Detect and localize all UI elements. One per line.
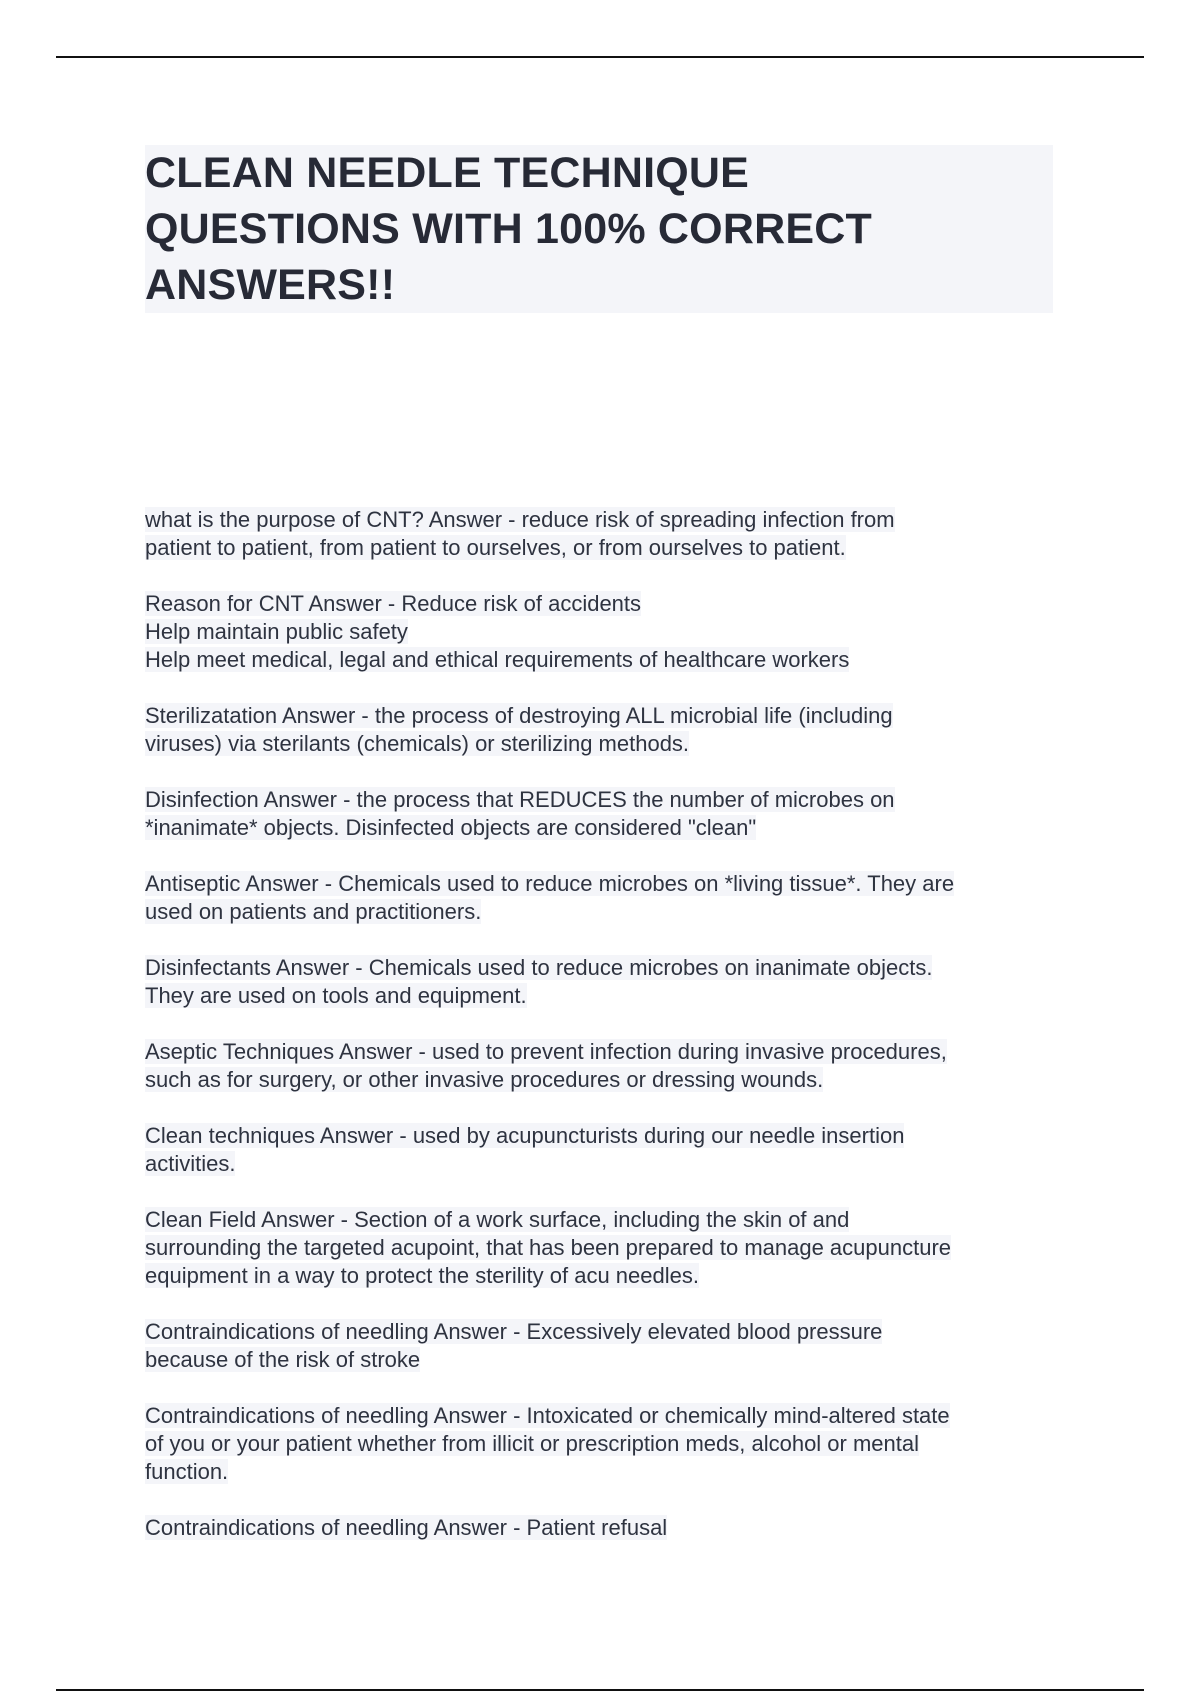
qa-item	[145, 1318, 1065, 1374]
qa-item	[145, 1122, 1065, 1178]
qa-text: Contraindications of needling Answer - Excessively elevated blood pressure because of the risk of stroke	[145, 1319, 883, 1372]
qa-text: Clean techniques Answer - used by acupuncturists during our needle insertion activities.	[145, 1123, 905, 1176]
qa-item	[145, 954, 1065, 1010]
qa-text: Clean Field Answer - Section of a work surface, including the skin of and surrounding the targeted acupoint, that has been prepared to manage acupuncture equipment in a way to protect the sterility of acu needles.	[145, 1207, 952, 1288]
qa-text: what is the purpose of CNT? Answer - reduce risk of spreading infection from patient to patient, from patient to ourselves, or from ourselves to patient.	[145, 507, 895, 560]
qa-list	[145, 506, 1065, 1570]
qa-item	[145, 702, 1065, 758]
qa-item	[145, 1206, 1065, 1290]
qa-item	[145, 786, 1065, 842]
qa-item	[145, 506, 1065, 562]
qa-item	[145, 590, 1065, 674]
qa-text: Contraindications of needling Answer - Intoxicated or chemically mind-altered state of you or your patient whether from illicit or prescription meds, alcohol or mental function.	[145, 1403, 950, 1484]
top-divider	[56, 56, 1144, 58]
qa-text: Sterilizatation Answer - the process of destroying ALL microbial life (including viruses) via sterilants (chemicals) or sterilizing methods.	[145, 703, 893, 756]
qa-text: Disinfectants Answer - Chemicals used to reduce microbes on inanimate objects. They are used on tools and equipment.	[145, 955, 933, 1008]
qa-text: Antiseptic Answer - Chemicals used to reduce microbes on *living tissue*. They are used on patients and practitioners.	[145, 871, 955, 924]
title-block	[145, 145, 1053, 313]
qa-text: Reason for CNT Answer - Reduce risk of accidents Help maintain public safety Help meet medical, legal and ethical requirements of healthcare workers	[145, 591, 850, 672]
qa-item	[145, 1038, 1065, 1094]
qa-text: Contraindications of needling Answer - Patient refusal	[145, 1515, 668, 1540]
qa-item	[145, 870, 1065, 926]
qa-text: Aseptic Techniques Answer - used to prevent infection during invasive procedures, such as for surgery, or other invasive procedures or dressing wounds.	[145, 1039, 947, 1092]
qa-text: Disinfection Answer - the process that REDUCES the number of microbes on *inanimate* objects. Disinfected objects are considered "clean"	[145, 787, 895, 840]
bottom-divider	[56, 1689, 1144, 1691]
qa-item	[145, 1514, 1065, 1542]
document-title: CLEAN NEEDLE TECHNIQUE QUESTIONS WITH 100% CORRECT ANSWERS!!	[145, 149, 872, 309]
qa-item	[145, 1402, 1065, 1486]
